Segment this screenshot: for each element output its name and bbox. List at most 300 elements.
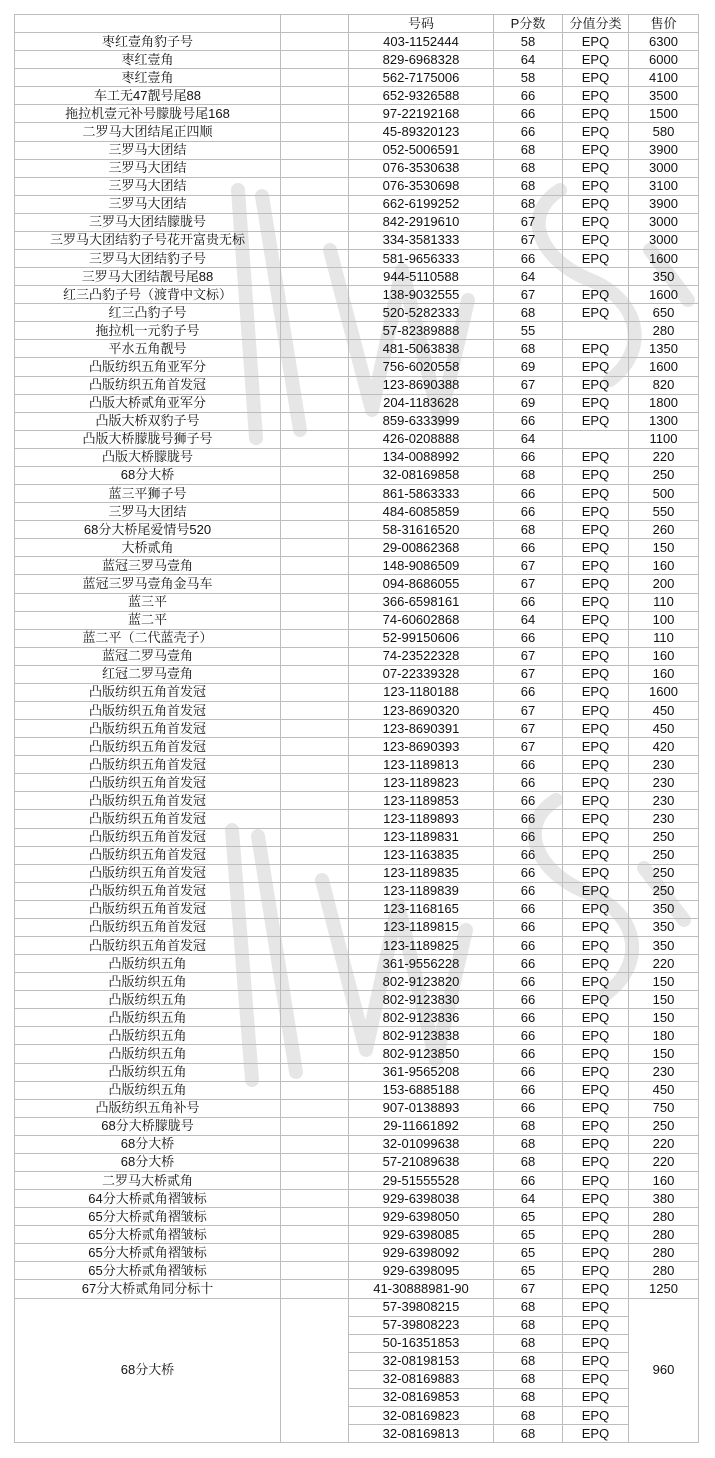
- name-cell: 三罗马大团结: [15, 503, 281, 521]
- blank-cell: [281, 846, 349, 864]
- blank-cell: [281, 647, 349, 665]
- number-cell: 123-1189893: [349, 810, 494, 828]
- score-cell: 58: [494, 69, 563, 87]
- price-cell: 1600: [629, 286, 699, 304]
- grade-cell: EPQ: [563, 87, 629, 105]
- grade-cell: EPQ: [563, 720, 629, 738]
- price-cell: 450: [629, 701, 699, 719]
- table-row: [15, 1262, 699, 1280]
- number-cell: 052-5006591: [349, 141, 494, 159]
- grade-cell: EPQ: [563, 394, 629, 412]
- table-row: [15, 1244, 699, 1262]
- blank-cell: [281, 1099, 349, 1117]
- score-cell: 55: [494, 322, 563, 340]
- blank-cell: [281, 900, 349, 918]
- name-cell: 凸版纺织五角首发冠: [15, 864, 281, 882]
- price-cell: 3000: [629, 231, 699, 249]
- price-cell: 1100: [629, 430, 699, 448]
- table-row: [15, 720, 699, 738]
- grade-cell: EPQ: [563, 539, 629, 557]
- grade-cell: EPQ: [563, 846, 629, 864]
- blank-cell: [281, 177, 349, 195]
- name-cell: 凸版纺织五角首发冠: [15, 810, 281, 828]
- number-cell: 361-9556228: [349, 955, 494, 973]
- table-row: [15, 900, 699, 918]
- grade-cell: EPQ: [563, 1009, 629, 1027]
- name-cell: 二罗马大团结尾正四顺: [15, 123, 281, 141]
- score-cell: 66: [494, 774, 563, 792]
- name-cell: 大桥贰角: [15, 539, 281, 557]
- score-cell: 68: [494, 466, 563, 484]
- price-cell: 250: [629, 466, 699, 484]
- score-cell: 65: [494, 1226, 563, 1244]
- table-row: [15, 123, 699, 141]
- price-cell: 450: [629, 1081, 699, 1099]
- price-cell: 230: [629, 756, 699, 774]
- score-cell: 67: [494, 1280, 563, 1298]
- name-cell: 67分大桥贰角同分标十: [15, 1280, 281, 1298]
- score-cell: 66: [494, 882, 563, 900]
- name-cell: 凸版纺织五角首发冠: [15, 376, 281, 394]
- price-cell: 180: [629, 1027, 699, 1045]
- name-cell: 拖拉机一元豹子号: [15, 322, 281, 340]
- number-cell: 45-89320123: [349, 123, 494, 141]
- grade-cell: EPQ: [563, 1153, 629, 1171]
- score-cell: 67: [494, 231, 563, 249]
- grade-cell: EPQ: [563, 1063, 629, 1081]
- grade-cell: EPQ: [563, 1316, 629, 1334]
- blank-cell: [281, 105, 349, 123]
- blank-cell: [281, 774, 349, 792]
- name-cell: 蓝三平: [15, 593, 281, 611]
- number-cell: 204-1183628: [349, 394, 494, 412]
- blank-cell: [281, 1063, 349, 1081]
- blank-cell: [281, 1226, 349, 1244]
- score-cell: 66: [494, 683, 563, 701]
- score-cell: 68: [494, 1117, 563, 1135]
- blank-cell: [281, 1208, 349, 1226]
- score-cell: 66: [494, 1009, 563, 1027]
- header-row: [15, 15, 699, 33]
- price-cell: 3000: [629, 213, 699, 231]
- name-cell: 64分大桥贰角褶皱标: [15, 1190, 281, 1208]
- price-cell: 3900: [629, 141, 699, 159]
- score-cell: 66: [494, 1063, 563, 1081]
- blank-cell: [281, 1081, 349, 1099]
- blank-cell: [281, 918, 349, 936]
- table-row: [15, 1117, 699, 1135]
- grade-cell: EPQ: [563, 1099, 629, 1117]
- table-row: [15, 701, 699, 719]
- grade-cell: EPQ: [563, 141, 629, 159]
- header-price: 售价: [629, 15, 699, 33]
- table-row: [15, 1298, 699, 1316]
- grade-cell: EPQ: [563, 304, 629, 322]
- score-cell: 66: [494, 1099, 563, 1117]
- table-row: [15, 1045, 699, 1063]
- blank-cell: [281, 1009, 349, 1027]
- table-row: [15, 1027, 699, 1045]
- table-row: [15, 882, 699, 900]
- header-name-cell: [15, 15, 281, 33]
- name-cell: 凸版纺织五角首发冠: [15, 720, 281, 738]
- price-cell: 4100: [629, 69, 699, 87]
- name-cell: 枣红壹角: [15, 69, 281, 87]
- number-cell: 32-08198153: [349, 1352, 494, 1370]
- price-cell: 1350: [629, 340, 699, 358]
- number-cell: 123-1180188: [349, 683, 494, 701]
- table-row: [15, 828, 699, 846]
- name-cell: 凸版纺织五角补号: [15, 1099, 281, 1117]
- blank-cell: [281, 466, 349, 484]
- number-cell: 076-3530638: [349, 159, 494, 177]
- score-cell: 64: [494, 611, 563, 629]
- grade-cell: EPQ: [563, 1190, 629, 1208]
- table-row: [15, 973, 699, 991]
- table-row: [15, 1172, 699, 1190]
- number-cell: 32-08169858: [349, 466, 494, 484]
- grade-cell: [563, 430, 629, 448]
- name-cell: 凸版纺织五角: [15, 1009, 281, 1027]
- name-cell: 凸版纺织五角首发冠: [15, 900, 281, 918]
- number-cell: 123-1189835: [349, 864, 494, 882]
- grade-cell: EPQ: [563, 756, 629, 774]
- price-cell: 1600: [629, 250, 699, 268]
- number-cell: 74-23522328: [349, 647, 494, 665]
- number-cell: 123-8690393: [349, 738, 494, 756]
- table-row: [15, 322, 699, 340]
- price-cell: 150: [629, 1009, 699, 1027]
- price-cell: 150: [629, 539, 699, 557]
- price-cell: 1800: [629, 394, 699, 412]
- number-cell: 366-6598161: [349, 593, 494, 611]
- grade-cell: EPQ: [563, 1334, 629, 1352]
- name-cell: 三罗马大团结靓号尾88: [15, 268, 281, 286]
- price-cell: 250: [629, 882, 699, 900]
- blank-cell: [281, 973, 349, 991]
- grade-cell: EPQ: [563, 810, 629, 828]
- grade-cell: EPQ: [563, 1208, 629, 1226]
- blank-cell: [281, 213, 349, 231]
- price-cell: 220: [629, 448, 699, 466]
- name-cell: 65分大桥贰角褶皱标: [15, 1244, 281, 1262]
- blank-cell: [281, 557, 349, 575]
- name-cell: 三罗马大团结: [15, 141, 281, 159]
- grade-cell: EPQ: [563, 665, 629, 683]
- header-grade: 分值分类: [563, 15, 629, 33]
- table-row: [15, 51, 699, 69]
- score-cell: 66: [494, 756, 563, 774]
- price-cell: 110: [629, 593, 699, 611]
- number-cell: 123-1189831: [349, 828, 494, 846]
- grade-cell: EPQ: [563, 955, 629, 973]
- number-cell: 29-11661892: [349, 1117, 494, 1135]
- table-row: [15, 448, 699, 466]
- grade-cell: EPQ: [563, 1407, 629, 1425]
- table-row: [15, 629, 699, 647]
- blank-cell: [281, 322, 349, 340]
- grade-cell: EPQ: [563, 1298, 629, 1316]
- name-cell: 凸版纺织五角首发冠: [15, 882, 281, 900]
- name-cell: 凸版纺织五角: [15, 1027, 281, 1045]
- table-row: [15, 87, 699, 105]
- grade-cell: EPQ: [563, 33, 629, 51]
- grade-cell: EPQ: [563, 213, 629, 231]
- score-cell: 66: [494, 87, 563, 105]
- score-cell: 66: [494, 846, 563, 864]
- blank-cell: [281, 575, 349, 593]
- score-cell: 66: [494, 412, 563, 430]
- grade-cell: EPQ: [563, 1352, 629, 1370]
- score-cell: 68: [494, 1153, 563, 1171]
- blank-cell: [281, 141, 349, 159]
- price-cell: 3100: [629, 177, 699, 195]
- grade-cell: EPQ: [563, 991, 629, 1009]
- blank-cell: [281, 159, 349, 177]
- price-cell: 200: [629, 575, 699, 593]
- number-cell: 123-1168165: [349, 900, 494, 918]
- price-cell: 1300: [629, 412, 699, 430]
- price-cell: 250: [629, 828, 699, 846]
- price-cell: 260: [629, 521, 699, 539]
- name-cell: 凸版纺织五角首发冠: [15, 738, 281, 756]
- name-cell: 凸版纺织五角首发冠: [15, 701, 281, 719]
- score-cell: 64: [494, 430, 563, 448]
- score-cell: 67: [494, 738, 563, 756]
- price-cell: 280: [629, 322, 699, 340]
- number-cell: 481-5063838: [349, 340, 494, 358]
- name-cell: 枣红壹角豹子号: [15, 33, 281, 51]
- blank-cell: [281, 340, 349, 358]
- table-row: [15, 864, 699, 882]
- table-row: [15, 1099, 699, 1117]
- table-row: [15, 304, 699, 322]
- name-cell: 蓝冠三罗马壹角: [15, 557, 281, 575]
- name-cell: 平水五角靓号: [15, 340, 281, 358]
- name-cell: 蓝冠三罗马壹角金马车: [15, 575, 281, 593]
- price-cell: 220: [629, 1153, 699, 1171]
- table-row: [15, 1063, 699, 1081]
- grade-cell: EPQ: [563, 51, 629, 69]
- table-row: [15, 846, 699, 864]
- number-cell: 52-99150606: [349, 629, 494, 647]
- number-cell: 32-01099638: [349, 1135, 494, 1153]
- score-cell: 68: [494, 521, 563, 539]
- name-cell: 68分大桥: [15, 1135, 281, 1153]
- number-cell: 41-30888981-90: [349, 1280, 494, 1298]
- number-cell: 802-9123830: [349, 991, 494, 1009]
- blank-cell: [281, 1153, 349, 1171]
- table-row: [15, 1135, 699, 1153]
- number-cell: 97-22192168: [349, 105, 494, 123]
- grade-cell: EPQ: [563, 105, 629, 123]
- blank-cell: [281, 629, 349, 647]
- number-cell: 652-9326588: [349, 87, 494, 105]
- price-cell: 100: [629, 611, 699, 629]
- grade-cell: EPQ: [563, 412, 629, 430]
- number-cell: 426-0208888: [349, 430, 494, 448]
- table-row: [15, 683, 699, 701]
- table-row: [15, 33, 699, 51]
- grade-cell: EPQ: [563, 1081, 629, 1099]
- blank-cell: [281, 1027, 349, 1045]
- table-row: [15, 1208, 699, 1226]
- grade-cell: EPQ: [563, 448, 629, 466]
- table-row: [15, 430, 699, 448]
- number-cell: 929-6398092: [349, 1244, 494, 1262]
- name-cell: 红冠二罗马壹角: [15, 665, 281, 683]
- price-cell: 650: [629, 304, 699, 322]
- number-cell: 29-51555528: [349, 1172, 494, 1190]
- name-cell: 三罗马大团结朦胧号: [15, 213, 281, 231]
- number-cell: 50-16351853: [349, 1334, 494, 1352]
- blank-cell: [281, 864, 349, 882]
- blank-cell: [281, 683, 349, 701]
- grade-cell: EPQ: [563, 1027, 629, 1045]
- blank-cell: [281, 701, 349, 719]
- header-score: P分数: [494, 15, 563, 33]
- number-cell: 929-6398050: [349, 1208, 494, 1226]
- score-cell: 66: [494, 250, 563, 268]
- blank-cell: [281, 376, 349, 394]
- name-cell: 凸版纺织五角首发冠: [15, 936, 281, 954]
- score-cell: 66: [494, 864, 563, 882]
- name-cell: 红三凸豹子号（渡背中文标）: [15, 286, 281, 304]
- score-cell: 67: [494, 701, 563, 719]
- number-cell: 907-0138893: [349, 1099, 494, 1117]
- number-cell: 153-6885188: [349, 1081, 494, 1099]
- price-cell: 350: [629, 918, 699, 936]
- price-cell: 420: [629, 738, 699, 756]
- table-row: [15, 611, 699, 629]
- grade-cell: EPQ: [563, 231, 629, 249]
- score-cell: 66: [494, 792, 563, 810]
- price-cell: 250: [629, 1117, 699, 1135]
- price-cell: 3000: [629, 159, 699, 177]
- score-cell: 68: [494, 159, 563, 177]
- score-cell: 66: [494, 448, 563, 466]
- number-cell: 123-1189823: [349, 774, 494, 792]
- table-row: [15, 358, 699, 376]
- score-cell: 68: [494, 1388, 563, 1406]
- grade-cell: EPQ: [563, 575, 629, 593]
- number-cell: 929-6398095: [349, 1262, 494, 1280]
- header-number: 号码: [349, 15, 494, 33]
- table-row: [15, 105, 699, 123]
- number-cell: 944-5110588: [349, 268, 494, 286]
- blank-cell: [281, 1190, 349, 1208]
- table-row: [15, 466, 699, 484]
- price-cell: 230: [629, 774, 699, 792]
- table-row: [15, 593, 699, 611]
- blank-cell: [281, 936, 349, 954]
- table-row: [15, 557, 699, 575]
- name-cell: 车工无47靓号尾88: [15, 87, 281, 105]
- table-row: [15, 1081, 699, 1099]
- price-cell: 220: [629, 955, 699, 973]
- grade-cell: EPQ: [563, 340, 629, 358]
- name-cell: 二罗马大桥贰角: [15, 1172, 281, 1190]
- number-cell: 29-00862368: [349, 539, 494, 557]
- number-cell: 74-60602868: [349, 611, 494, 629]
- number-cell: 123-1189853: [349, 792, 494, 810]
- grade-cell: EPQ: [563, 1370, 629, 1388]
- grade-cell: EPQ: [563, 701, 629, 719]
- price-cell: 250: [629, 846, 699, 864]
- grade-cell: EPQ: [563, 557, 629, 575]
- number-cell: 57-21089638: [349, 1153, 494, 1171]
- number-cell: 361-9565208: [349, 1063, 494, 1081]
- blank-cell: [281, 448, 349, 466]
- score-cell: 68: [494, 1316, 563, 1334]
- blank-cell: [281, 394, 349, 412]
- score-cell: 66: [494, 900, 563, 918]
- table-row: [15, 485, 699, 503]
- grade-cell: EPQ: [563, 503, 629, 521]
- grade-cell: EPQ: [563, 358, 629, 376]
- blank-cell: [281, 195, 349, 213]
- number-cell: 403-1152444: [349, 33, 494, 51]
- price-cell: 350: [629, 900, 699, 918]
- number-cell: 094-8686055: [349, 575, 494, 593]
- price-cell: 150: [629, 973, 699, 991]
- number-cell: 123-8690388: [349, 376, 494, 394]
- blank-cell: [281, 123, 349, 141]
- name-cell: 三罗马大团结: [15, 159, 281, 177]
- table-row: [15, 810, 699, 828]
- price-table: [14, 14, 699, 1443]
- blank-cell: [281, 1045, 349, 1063]
- score-cell: 67: [494, 286, 563, 304]
- name-cell: 凸版纺织五角首发冠: [15, 846, 281, 864]
- grade-cell: EPQ: [563, 647, 629, 665]
- blank-cell: [281, 51, 349, 69]
- grade-cell: EPQ: [563, 629, 629, 647]
- price-cell: 230: [629, 1063, 699, 1081]
- price-cell: 1500: [629, 105, 699, 123]
- score-cell: 68: [494, 1298, 563, 1316]
- blank-cell: [281, 955, 349, 973]
- grade-cell: EPQ: [563, 1280, 629, 1298]
- table-row: [15, 1280, 699, 1298]
- table-body: [15, 33, 699, 1443]
- blank-cell: [281, 1117, 349, 1135]
- score-cell: 68: [494, 177, 563, 195]
- table-row: [15, 177, 699, 195]
- number-cell: 138-9032555: [349, 286, 494, 304]
- table-row: [15, 268, 699, 286]
- number-cell: 520-5282333: [349, 304, 494, 322]
- blank-cell: [281, 1244, 349, 1262]
- number-cell: 842-2919610: [349, 213, 494, 231]
- name-cell: 枣红壹角: [15, 51, 281, 69]
- score-cell: 68: [494, 1334, 563, 1352]
- name-cell: 凸版大桥朦胧号狮子号: [15, 430, 281, 448]
- table-row: [15, 792, 699, 810]
- score-cell: 66: [494, 810, 563, 828]
- name-cell: 凸版纺织五角亚军分: [15, 358, 281, 376]
- table-row: [15, 503, 699, 521]
- number-cell: 123-1189813: [349, 756, 494, 774]
- score-cell: 68: [494, 1135, 563, 1153]
- blank-cell: [281, 1280, 349, 1298]
- price-cell: 280: [629, 1244, 699, 1262]
- price-cell: 160: [629, 557, 699, 575]
- grade-cell: EPQ: [563, 611, 629, 629]
- score-cell: 66: [494, 1172, 563, 1190]
- blank-cell: [281, 286, 349, 304]
- score-cell: 66: [494, 503, 563, 521]
